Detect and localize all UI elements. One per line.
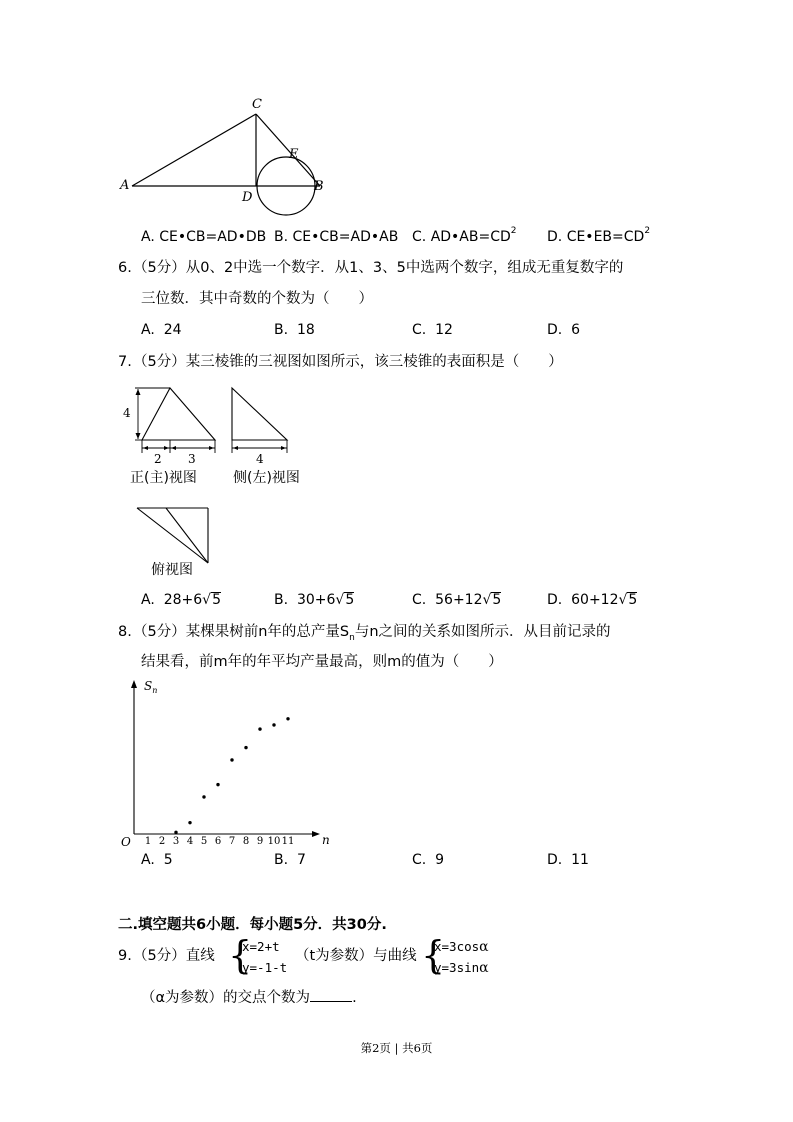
q6-text-line2: 三位数．其中奇数的个数为（ ） [141,291,373,307]
sqrt-symbol: √5 [335,592,355,608]
dim-right-label: 3 [188,452,196,466]
q9-text-a: （5分）直线 [133,948,215,964]
page-footer: 第2页 | 共6页 [360,1041,433,1055]
data-point [272,723,275,726]
data-point [286,717,289,720]
q8-option-c[interactable]: C. 9 [412,852,445,868]
front-triangle [142,388,215,440]
segment-ac [132,114,256,186]
data-point [188,821,191,824]
label-c: C [252,97,262,112]
side-triangle [232,388,287,440]
q6-number: 6. [118,260,132,276]
answer-blank[interactable] [310,987,352,1002]
data-points [174,717,289,834]
x-axis-arrow [312,831,320,837]
dim-side-label: 4 [256,452,264,466]
y-axis-label: $S_n$ [144,679,158,695]
q9-text-b: （t为参数）与曲线 [295,948,417,964]
q5-option-b[interactable]: B. CE•CB=AD•AB [274,229,399,245]
label-d: D [242,190,253,205]
x-tick-label: 3 [172,836,180,847]
data-point [230,758,233,761]
dim-height-label: 4 [123,406,131,420]
q7-option-b[interactable]: B. 30+6√5 [274,592,355,608]
q5-option-a[interactable]: A. CE•CB=AD•DB [141,229,267,245]
sqrt-symbol: √5 [482,592,502,608]
q7-option-c[interactable]: C. 56+12√5 [412,592,502,608]
q6-option-d[interactable]: D. 6 [547,322,581,338]
curve-system-brace: { [421,933,446,977]
q5-option-c[interactable]: C. $AD•AB=CD^2$ [412,226,517,245]
q6-option-a[interactable]: A. 24 [141,322,182,338]
x-tick-label: 8 [242,836,250,847]
q8-option-d[interactable]: D. 11 [547,852,589,868]
data-point [202,795,205,798]
data-point [216,783,219,786]
q7-text-line1: （5分）某三棱锥的三视图如图所示，该三棱锥的表面积是（ ） [133,354,563,370]
data-point [244,746,247,749]
curve-system-eq2: y=3sinα [434,960,489,976]
line-system-eq2: y=-1-t [242,960,288,975]
data-point [174,831,177,834]
q8-scatter-chart [110,676,340,848]
x-tick-label: 9 [256,836,264,847]
dim-left-label: 2 [154,452,162,466]
q9-number: 9. [118,948,132,964]
q7-front-view [120,382,225,472]
label-a: A [120,178,130,193]
x-tick-label: 5 [200,836,208,847]
q7-option-a[interactable]: A. 28+6√5 [141,592,221,608]
q6-option-b[interactable]: B. 18 [274,322,315,338]
q7-number: 7. [118,354,132,370]
label-e: E [289,147,299,162]
q8-number: 8. [118,624,132,640]
section-heading: 二.填空题共6小题．每小题5分．共30分. [118,917,387,933]
front-view-label: 正(主)视图 [130,470,197,486]
x-tick-label: 7 [228,836,236,847]
q8-text-line1: （5分）某棵果树前n年的总产量$S_n$与n之间的关系如图所示．从目前记录的 [133,624,611,643]
data-point [258,727,261,730]
segment-cb [256,114,320,186]
q5-option-d[interactable]: D. $CE•EB=CD^2$ [547,226,651,245]
x-tick-label: 11 [281,836,295,847]
origin-label: O [121,835,131,848]
x-tick-label: 2 [158,836,166,847]
sqrt-symbol: √5 [618,592,638,608]
q5-figure [110,92,340,222]
line-system-brace: { [228,933,253,977]
line-system-eq1: x=2+t [242,939,280,954]
side-view-label: 侧(左)视图 [233,470,300,486]
q8-option-b[interactable]: B. 7 [274,852,306,868]
q9-text-line2: （α为参数）的交点个数为 . [141,987,357,1008]
x-tick-label: 4 [186,836,194,847]
y-axis-arrow [131,680,137,688]
q6-text-line1: （5分）从0、2中选一个数字．从1、3、5中选两个数字，组成无重复数字的 [133,260,624,276]
x-tick-label: 6 [214,836,222,847]
curve-system-eq1: x=3cosα [434,939,489,955]
x-axis-label: n [322,833,330,847]
q8-text-line2: 结果看，前m年的年平均产量最高，则m的值为（ ） [141,654,503,670]
x-tick-label: 1 [144,836,152,847]
x-tick-labels [145,836,295,847]
q7-option-d[interactable]: D. 60+12√5 [547,592,638,608]
label-b: B [314,179,324,194]
q6-option-c[interactable]: C. 12 [412,322,453,338]
q8-option-a[interactable]: A. 5 [141,852,173,868]
x-tick-label: 10 [267,836,281,847]
sqrt-symbol: √5 [202,592,221,608]
top-view-label: 俯视图 [151,562,193,578]
